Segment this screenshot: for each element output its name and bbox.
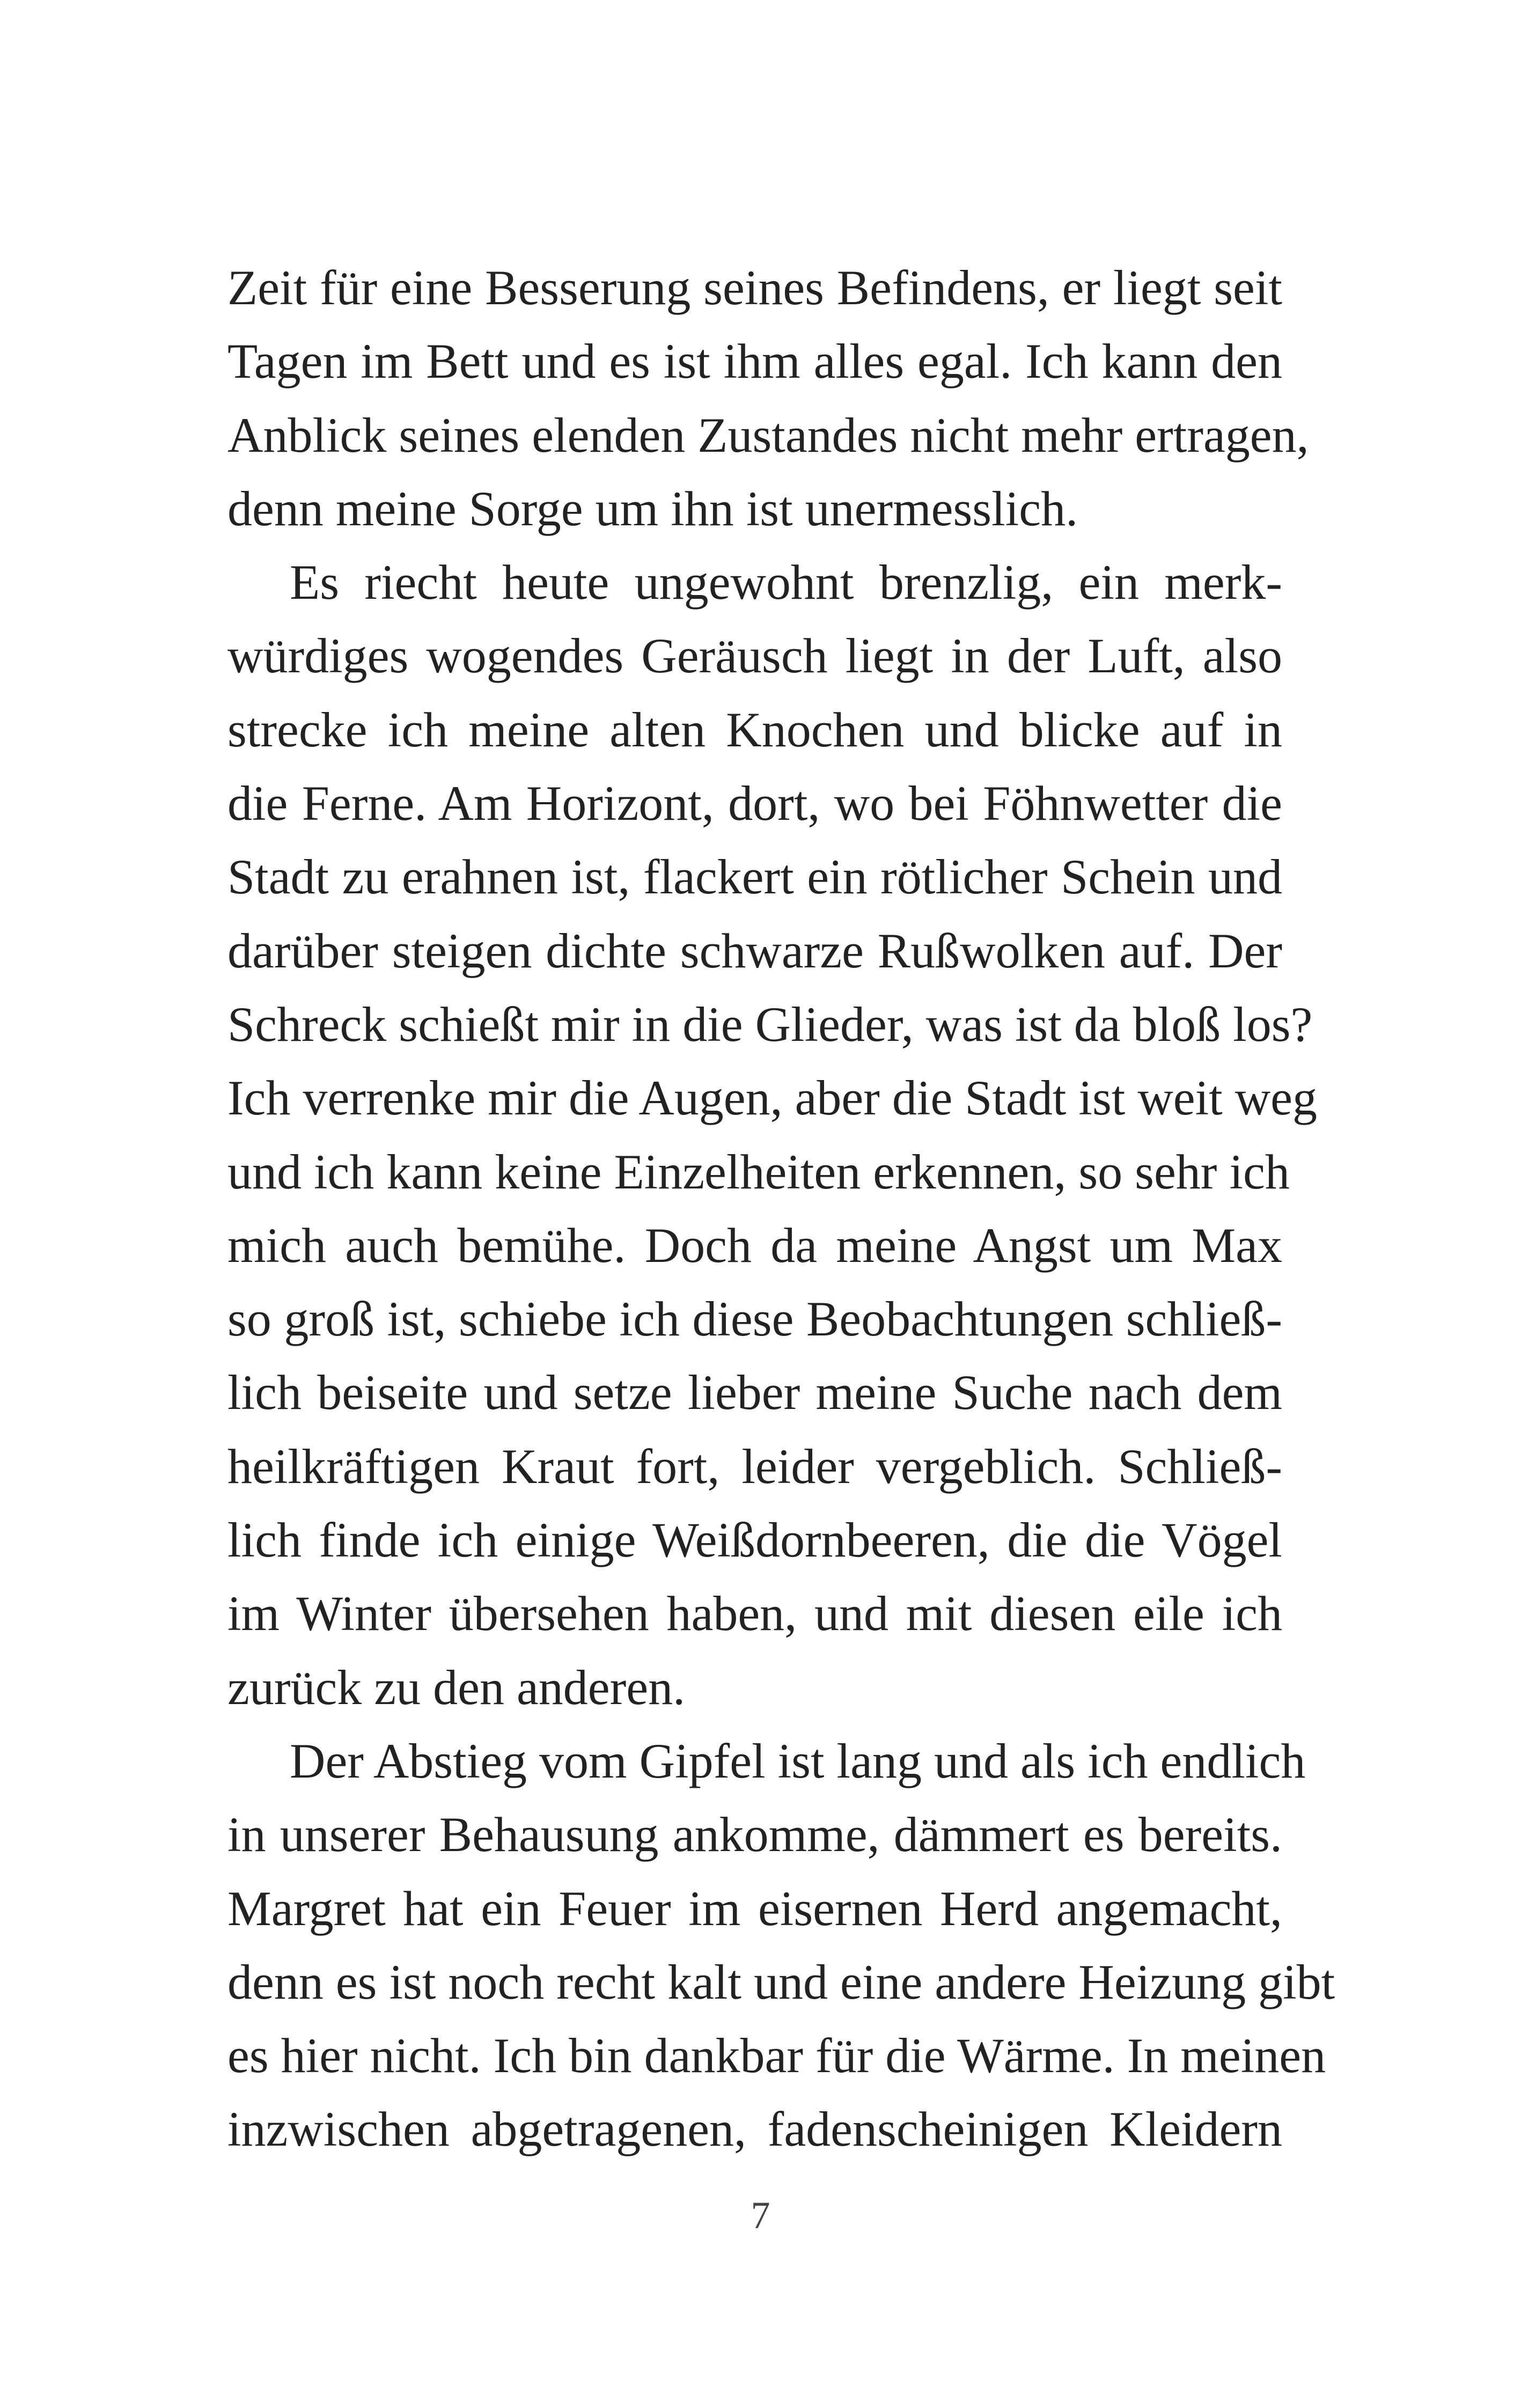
text-line: Ich verrenke mir die Augen, aber die Stadt ist weit weg xyxy=(227,1070,1318,1126)
page-number: 7 xyxy=(751,2194,770,2237)
text-line: denn meine Sorge um ihn ist unermesslich. xyxy=(227,481,1078,536)
text-line: in unserer Behausung ankomme, dämmert es bereits. xyxy=(227,1807,1282,1862)
text-line: darüber steigen dichte schwarze Rußwolken auf. Der xyxy=(227,923,1282,978)
text-line: zurück zu den anderen. xyxy=(227,1660,686,1715)
text-line: die Ferne. Am Horizont, dort, wo bei Föhnwetter die xyxy=(227,776,1282,831)
text-line: so groß ist, schiebe ich diese Beobachtungen schließ- xyxy=(227,1291,1282,1347)
body-text xyxy=(227,251,1335,2167)
text-line: strecke ich meine alten Knochen und blicke auf in xyxy=(227,702,1282,757)
text-line: Tagen im Bett und es ist ihm alles egal. Ich kann den xyxy=(227,334,1282,389)
text-line: inzwischen abgetragenen, fadenscheinigen Kleidern xyxy=(227,2102,1282,2157)
text-line: im Winter übersehen haben, und mit diesen eile ich xyxy=(227,1586,1282,1641)
text-line: Anblick seines elenden Zustandes nicht mehr ertragen, xyxy=(227,407,1309,462)
text-line: Es riecht heute ungewohnt brenzlig, ein merk- xyxy=(290,555,1282,610)
paragraph xyxy=(227,546,1318,1724)
text-line: lich finde ich einige Weißdornbeeren, die die Vögel xyxy=(227,1513,1282,1568)
text-line: Schreck schießt mir in die Glieder, was ist da bloß los? xyxy=(227,996,1313,1052)
text-line: Zeit für eine Besserung seines Befindens, er liegt seit xyxy=(227,260,1282,315)
text-line: würdiges wogendes Geräusch liegt in der Luft, also xyxy=(227,628,1282,684)
text-line: und ich kann keine Einzelheiten erkennen, so sehr ich xyxy=(227,1144,1290,1199)
text-line: denn es ist noch recht kalt und eine andere Heizung gibt xyxy=(227,1954,1335,2009)
text-line: es hier nicht. Ich bin dankbar für die Wärme. In meinen xyxy=(227,2028,1326,2083)
text-line: mich auch bemühe. Doch da meine Angst um Max xyxy=(227,1217,1282,1273)
text-line: Stadt zu erahnen ist, flackert ein rötlicher Schein und xyxy=(227,849,1282,905)
text-line: Margret hat ein Feuer im eisernen Herd angemacht, xyxy=(227,1881,1282,1936)
text-line: heilkräftigen Kraut fort, leider vergeblich. Schließ- xyxy=(227,1438,1282,1494)
paragraph xyxy=(227,251,1309,546)
text-line: Der Abstieg vom Gipfel ist lang und als ich endlich xyxy=(290,1733,1306,1788)
paragraph xyxy=(227,1724,1335,2167)
text-line: lich beiseite und setze lieber meine Suche nach dem xyxy=(227,1365,1282,1420)
